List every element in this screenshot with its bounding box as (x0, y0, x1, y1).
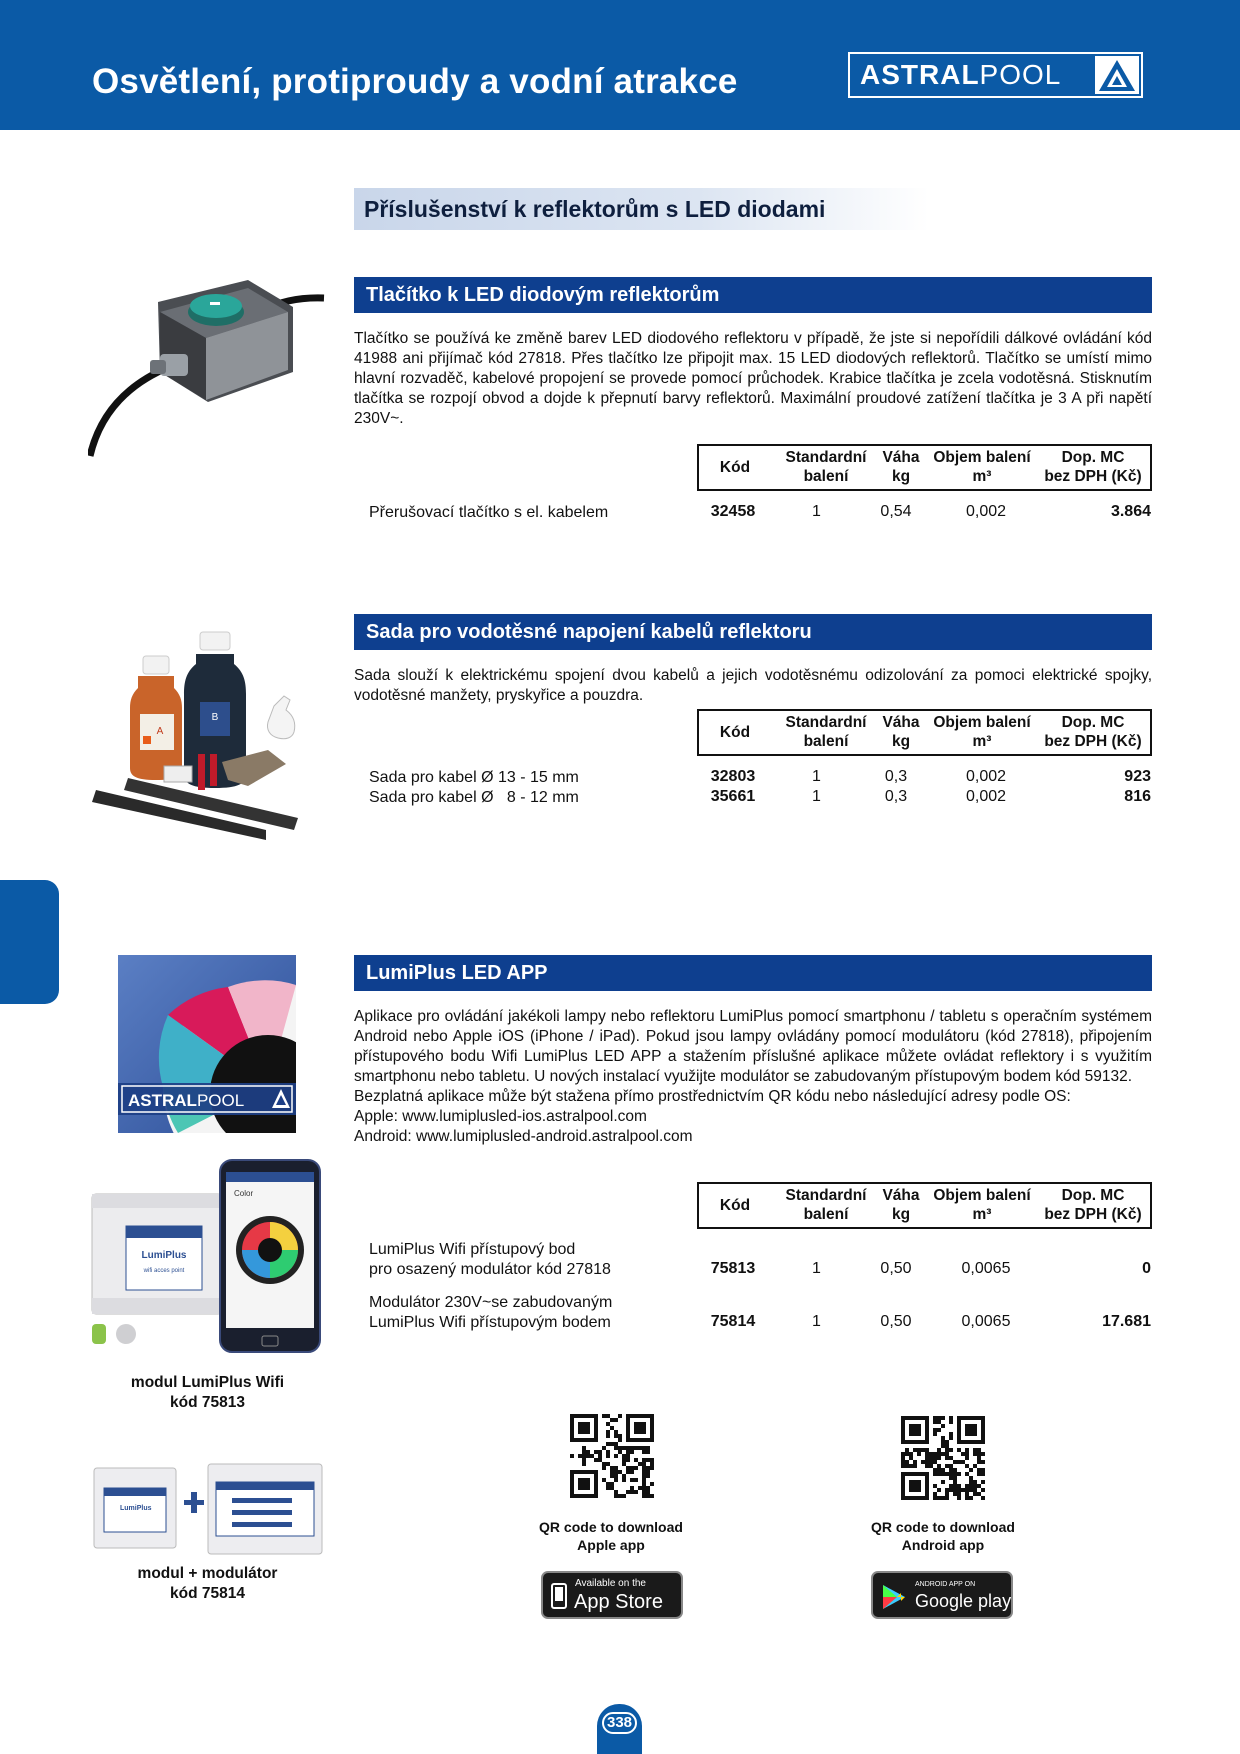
row-name: Sada pro kabel Ø 13 - 15 mm (369, 769, 579, 786)
row-vaha: 0,3 (884, 768, 908, 785)
app-store-small-text: Available on the (575, 1578, 646, 1589)
caption-line1: modul LumiPlus Wifi (130, 1374, 285, 1391)
row-price: 923 (1124, 768, 1151, 785)
header-vaha-2: kg (891, 1206, 911, 1223)
logo-bold: ASTRAL (860, 59, 980, 90)
header-vaha-2: kg (891, 468, 911, 485)
app-logo-light: POOL (196, 1091, 245, 1110)
row-name-line2: pro osazený modulátor kód 27818 (369, 1261, 611, 1278)
product2-description: Sada slouží k elektrickému spojení dvou kabelů a jejich vodotěsnému odizolování za pomoci elektrické spojky, vodotěsné manžety, pryskyřice a pouzdra. (354, 667, 1152, 704)
product3-description (354, 1007, 1152, 1147)
row-obj: 0,0065 (961, 1260, 1011, 1277)
wifi-module-phone-image (88, 1158, 324, 1370)
row-std: 1 (812, 788, 821, 805)
header-dop-2: bez DPH (Kč) (1044, 733, 1142, 750)
page-header (0, 0, 1240, 130)
row-kod: 32803 (710, 768, 756, 785)
header-std-2: balení (803, 733, 849, 750)
row-obj: 0,0065 (961, 1313, 1011, 1330)
image-caption-modulator (110, 1564, 305, 1604)
bottle-a-label: A (156, 726, 164, 737)
app-store-big-text: App Store (574, 1591, 663, 1613)
row-std: 1 (812, 768, 821, 785)
logo-light: POOL (979, 59, 1062, 90)
product1-description: Tlačítko se používá ke změně barev LED diodového reflektoru v případě, že jste si nepořídili dálkové ovládání kód 41988 ani přijímač kód 27818. Přes tlačítko lze připojit max. 15 LED diodových reflektorů. Tlačítko se umístí mimo hlavní rozvaděč, kabelové propojení se provede pomocí průchodek. Krabice tlačítka je zcela vodotěsná. Stisknutím tlačítka se rozpojí obvod a dojde k přepnutí barvy reflektorů. Maximální proudové zatížení tlačítka je 3 A při napětí 230V~. (354, 330, 1152, 427)
row-std: 1 (812, 503, 821, 520)
apple-url: Apple: www.lumiplusled-ios.astralpool.com (354, 1108, 647, 1125)
header-dop-1: Dop. MC (1061, 1187, 1125, 1204)
row-vaha: 0,50 (880, 1260, 912, 1277)
google-play-big-text: Google play (915, 1591, 1012, 1611)
product2-table-header (697, 709, 1152, 756)
header-kod: Kód (719, 1197, 751, 1214)
product2-title: Sada pro vodotěsné napojení kabelů reflektoru (366, 621, 812, 643)
row-obj: 0,002 (965, 788, 1007, 805)
row-vaha: 0,50 (880, 1313, 912, 1330)
qr-caption-line2: Android app (901, 1537, 985, 1553)
google-play-icon (881, 1583, 907, 1611)
row-vaha: 0,54 (880, 503, 912, 520)
row-name-line1: LumiPlus Wifi přístupový bod (369, 1241, 576, 1258)
header-std-1: Standardní (785, 1187, 867, 1204)
row-std: 1 (812, 1260, 821, 1277)
header-dop-1: Dop. MC (1061, 714, 1125, 731)
qr-caption-line1: QR code to download (871, 1519, 1015, 1535)
header-std-1: Standardní (785, 714, 867, 731)
app-store-badge[interactable] (541, 1571, 683, 1619)
page-number-tab (597, 1704, 642, 1754)
product3-description-main: Aplikace pro ovládání jakékoli lampy nebo reflektoru LumiPlus pomocí smartphonu / tabletu s operačním systémem Android nebo Apple iOS (iPhone / iPad). Pokud jsou lampy ovládány pomocí modulátoru (kód 27818), připojením přístupového bodu Wifi LumiPlus LED APP a stažením příslušné aplikace můžete ovládat reflektory i s využitím smartphonu nebo tabletu. U nových instalací využijte modulátor se zabudovaným přístupovým bodem kód 59132. (354, 1008, 1152, 1085)
row-price: 17.681 (1102, 1313, 1151, 1330)
row-vaha: 0,3 (884, 788, 908, 805)
row-obj: 0,002 (965, 768, 1007, 785)
phone-icon (551, 1583, 567, 1609)
astralpool-logo (848, 52, 1143, 98)
header-kod: Kód (719, 724, 751, 741)
row-std: 1 (812, 1313, 821, 1330)
product3-table-header (697, 1182, 1152, 1229)
image-caption-module (110, 1373, 305, 1413)
header-vaha-1: Váha (882, 1187, 920, 1204)
page-number: 338 (602, 1712, 637, 1734)
module-plus-modulator-image (92, 1456, 324, 1560)
android-url: Android: www.lumiplusled-android.astralpool.com (354, 1128, 693, 1145)
google-play-small-text: ANDROID APP ON (915, 1581, 976, 1588)
push-button-image (88, 272, 326, 460)
caption-line2: kód 75814 (170, 1585, 245, 1602)
header-obj-2: m³ (972, 1206, 992, 1223)
header-std-1: Standardní (785, 449, 867, 466)
header-obj-1: Objem balení (933, 1187, 1031, 1204)
caption-line1: modul + modulátor (137, 1565, 278, 1582)
plus-module-brand-label: LumiPlus (120, 1505, 152, 1512)
header-vaha-1: Váha (882, 449, 920, 466)
row-name-line2: LumiPlus Wifi přístupovým bodem (369, 1314, 611, 1331)
qr-caption-line2: Apple app (577, 1537, 645, 1553)
qr-caption-android (843, 1518, 1043, 1554)
astralpool-triangle-icon (1095, 56, 1139, 94)
row-kod: 75814 (710, 1313, 756, 1330)
header-vaha-1: Váha (882, 714, 920, 731)
module-sub-label: wifi acces point (143, 1268, 185, 1274)
header-std-2: balení (803, 468, 849, 485)
qr-code-android[interactable] (901, 1416, 985, 1500)
module-brand-label: LumiPlus (141, 1250, 187, 1261)
app-logo-bold: ASTRAL (128, 1091, 197, 1110)
page-title: Osvětlení, protiproudy a vodní atrakce (92, 62, 738, 101)
google-play-badge[interactable] (871, 1571, 1013, 1619)
qr-caption-line1: QR code to download (539, 1519, 683, 1535)
row-price: 816 (1124, 788, 1151, 805)
row-name: Přerušovací tlačítko s el. kabelem (369, 504, 609, 521)
row-name-line1: Modulátor 230V~se zabudovaným (369, 1294, 613, 1311)
phone-color-label: Color (234, 1189, 254, 1198)
header-dop-2: bez DPH (Kč) (1044, 1206, 1142, 1223)
product2-title-bar (354, 614, 1152, 650)
row-obj: 0,002 (965, 503, 1007, 520)
chapter-side-tab (0, 880, 59, 1004)
product1-table-header (697, 444, 1152, 491)
product1-title: Tlačítko k LED diodovým reflektorům (366, 284, 720, 306)
product3-title-bar (354, 955, 1152, 991)
product1-title-bar (354, 277, 1152, 313)
header-dop-2: bez DPH (Kč) (1044, 468, 1142, 485)
header-obj-1: Objem balení (933, 714, 1031, 731)
row-name: Sada pro kabel Ø 8 - 12 mm (369, 789, 579, 806)
row-kod: 32458 (710, 503, 756, 520)
product3-title: LumiPlus LED APP (366, 962, 548, 984)
header-obj-2: m³ (972, 733, 992, 750)
bottle-b-label: B (211, 712, 219, 723)
header-vaha-2: kg (891, 733, 911, 750)
caption-line2: kód 75813 (170, 1394, 245, 1411)
qr-caption-apple (511, 1518, 711, 1554)
section-title: Příslušenství k reflektorům s LED diodami (364, 196, 826, 222)
header-std-2: balení (803, 1206, 849, 1223)
qr-code-apple[interactable] (570, 1414, 654, 1498)
svg-text:ASTRALPOOL (128, 1091, 244, 1110)
section-heading (354, 188, 929, 230)
product3-description-download: Bezplatná aplikace může být stažena přímo prostřednictvím QR kódu nebo následující adresy podle OS: (354, 1088, 1071, 1105)
header-obj-1: Objem balení (933, 449, 1031, 466)
row-kod: 35661 (710, 788, 756, 805)
lumiplus-app-icon (118, 955, 296, 1133)
cable-kit-image (88, 626, 322, 856)
header-obj-2: m³ (972, 468, 992, 485)
header-dop-1: Dop. MC (1061, 449, 1125, 466)
row-price: 3.864 (1110, 503, 1151, 520)
header-kod: Kód (719, 459, 751, 476)
row-kod: 75813 (710, 1260, 756, 1277)
row-price: 0 (1142, 1260, 1151, 1277)
